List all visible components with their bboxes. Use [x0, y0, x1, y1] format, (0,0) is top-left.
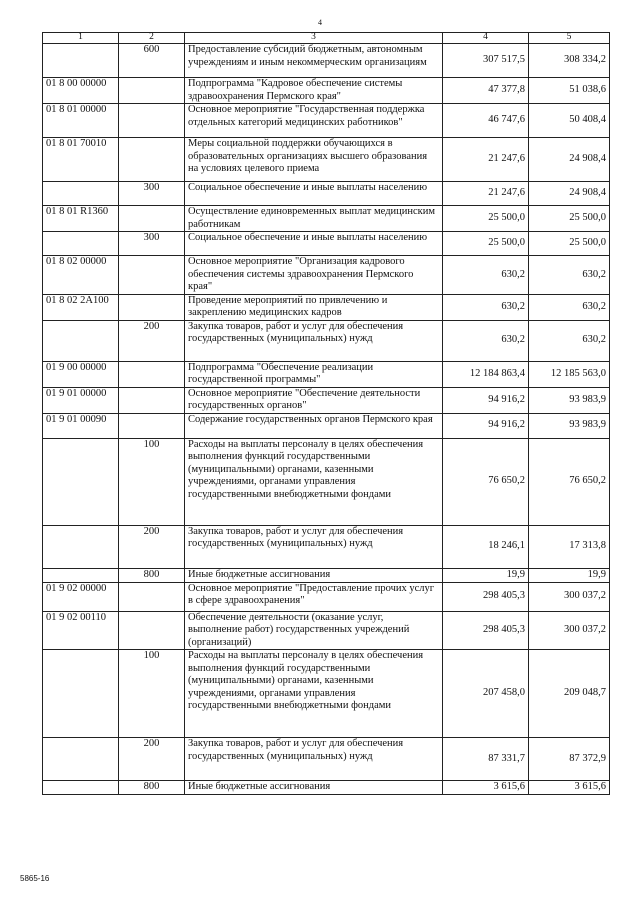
row-code	[43, 182, 119, 206]
table-row	[43, 650, 610, 738]
row-code: 01 9 01 00090	[43, 413, 119, 438]
row-value-2018: 3 615,6	[529, 781, 610, 795]
row-value-2017: 18 246,1	[443, 525, 529, 568]
row-expense-type	[119, 294, 185, 320]
row-expense-type: 800	[119, 781, 185, 795]
row-name: Обеспечение деятельности (оказание услуг, выполнение работ) государственных учреждений (организаций)	[185, 611, 443, 650]
row-expense-type: 200	[119, 320, 185, 361]
col-header-2: 2	[119, 33, 185, 44]
row-expense-type	[119, 206, 185, 232]
row-value-2018: 76 650,2	[529, 438, 610, 525]
row-name: Иные бюджетные ассигнования	[185, 568, 443, 582]
row-value-2018: 93 983,9	[529, 387, 610, 413]
row-name: Осуществление единовременных выплат медицинским работникам	[185, 206, 443, 232]
table-row	[43, 568, 610, 582]
table-row	[43, 361, 610, 387]
row-value-2018: 93 983,9	[529, 413, 610, 438]
row-value-2018: 19,9	[529, 568, 610, 582]
row-expense-type: 300	[119, 232, 185, 256]
table-row	[43, 525, 610, 568]
row-code	[43, 44, 119, 78]
row-expense-type	[119, 138, 185, 182]
table-row	[43, 294, 610, 320]
table-row	[43, 582, 610, 611]
row-expense-type	[119, 361, 185, 387]
col-header-3: 3	[185, 33, 443, 44]
row-value-2017: 3 615,6	[443, 781, 529, 795]
row-value-2018: 630,2	[529, 320, 610, 361]
row-value-2017: 298 405,3	[443, 611, 529, 650]
row-value-2017: 12 184 863,4	[443, 361, 529, 387]
row-value-2018: 630,2	[529, 294, 610, 320]
row-name: Основное мероприятие "Государственная поддержка отдельных категорий медицинских работников"	[185, 104, 443, 138]
row-code	[43, 781, 119, 795]
row-value-2017: 307 517,5	[443, 44, 529, 78]
row-name: Подпрограмма "Обеспечение реализации государственной программы"	[185, 361, 443, 387]
row-expense-type	[119, 78, 185, 104]
row-code: 01 9 00 00000	[43, 361, 119, 387]
table-row	[43, 413, 610, 438]
table-row	[43, 781, 610, 795]
row-name: Проведение мероприятий по привлечению и закреплению медицинских кадров	[185, 294, 443, 320]
row-name: Предоставление субсидий бюджетным, автономным учреждениям и иным некоммерческим организациям	[185, 44, 443, 78]
row-value-2017: 46 747,6	[443, 104, 529, 138]
budget-table	[42, 32, 610, 795]
row-expense-type	[119, 582, 185, 611]
row-name: Закупка товаров, работ и услуг для обеспечения государственных (муниципальных) нужд	[185, 320, 443, 361]
row-code	[43, 320, 119, 361]
row-value-2018: 51 038,6	[529, 78, 610, 104]
table-row	[43, 232, 610, 256]
table-row	[43, 438, 610, 525]
row-name: Основное мероприятие "Обеспечение деятельности государственных органов"	[185, 387, 443, 413]
row-value-2018: 308 334,2	[529, 44, 610, 78]
row-name: Закупка товаров, работ и услуг для обеспечения государственных (муниципальных) нужд	[185, 738, 443, 781]
table-row	[43, 104, 610, 138]
row-code: 01 9 02 00110	[43, 611, 119, 650]
row-value-2018: 50 408,4	[529, 104, 610, 138]
row-expense-type: 200	[119, 738, 185, 781]
row-value-2018: 300 037,2	[529, 611, 610, 650]
row-code: 01 8 02 2A100	[43, 294, 119, 320]
row-expense-type	[119, 611, 185, 650]
row-expense-type	[119, 256, 185, 295]
row-expense-type: 600	[119, 44, 185, 78]
row-value-2018: 87 372,9	[529, 738, 610, 781]
table-row	[43, 256, 610, 295]
row-value-2018: 17 313,8	[529, 525, 610, 568]
row-value-2017: 21 247,6	[443, 138, 529, 182]
row-value-2018: 24 908,4	[529, 182, 610, 206]
row-code: 01 8 02 00000	[43, 256, 119, 295]
row-code: 01 8 01 70010	[43, 138, 119, 182]
row-value-2017: 94 916,2	[443, 413, 529, 438]
table-body	[43, 44, 610, 795]
row-value-2017: 630,2	[443, 320, 529, 361]
col-header-5: 5	[529, 33, 610, 44]
table-row	[43, 206, 610, 232]
row-code: 01 8 01 R1360	[43, 206, 119, 232]
row-value-2018: 12 185 563,0	[529, 361, 610, 387]
row-expense-type: 200	[119, 525, 185, 568]
row-expense-type: 100	[119, 438, 185, 525]
row-value-2017: 25 500,0	[443, 206, 529, 232]
table-row	[43, 44, 610, 78]
row-expense-type: 100	[119, 650, 185, 738]
row-code: 01 8 00 00000	[43, 78, 119, 104]
row-name: Расходы на выплаты персоналу в целях обеспечения выполнения функций государственными (муниципальными) органами, казенными учреждениями, органами управления государственными внебюджетными фондами	[185, 438, 443, 525]
row-expense-type: 300	[119, 182, 185, 206]
row-code	[43, 650, 119, 738]
row-value-2018: 25 500,0	[529, 206, 610, 232]
row-name: Социальное обеспечение и иные выплаты населению	[185, 182, 443, 206]
row-value-2017: 630,2	[443, 256, 529, 295]
row-value-2018: 630,2	[529, 256, 610, 295]
row-code: 01 8 01 00000	[43, 104, 119, 138]
row-name: Социальное обеспечение и иные выплаты населению	[185, 232, 443, 256]
row-value-2018: 24 908,4	[529, 138, 610, 182]
row-expense-type	[119, 387, 185, 413]
row-code: 01 9 01 00000	[43, 387, 119, 413]
row-expense-type	[119, 413, 185, 438]
row-expense-type	[119, 104, 185, 138]
table-row	[43, 182, 610, 206]
row-name: Меры социальной поддержки обучающихся в образовательных организациях высшего образования на условиях целевого приема	[185, 138, 443, 182]
row-name: Иные бюджетные ассигнования	[185, 781, 443, 795]
row-value-2017: 630,2	[443, 294, 529, 320]
row-code	[43, 438, 119, 525]
row-name: Основное мероприятие "Организация кадрового обеспечения системы здравоохранения Пермского края"	[185, 256, 443, 295]
row-value-2018: 209 048,7	[529, 650, 610, 738]
row-name: Подпрограмма "Кадровое обеспечение системы здравоохранения Пермского края"	[185, 78, 443, 104]
table-row	[43, 78, 610, 104]
row-value-2017: 87 331,7	[443, 738, 529, 781]
row-value-2017: 19,9	[443, 568, 529, 582]
row-value-2017: 298 405,3	[443, 582, 529, 611]
row-code	[43, 525, 119, 568]
row-code	[43, 738, 119, 781]
table-row	[43, 138, 610, 182]
row-value-2017: 94 916,2	[443, 387, 529, 413]
table-row	[43, 738, 610, 781]
page-number: 4	[318, 18, 322, 27]
row-value-2017: 47 377,8	[443, 78, 529, 104]
row-value-2018: 300 037,2	[529, 582, 610, 611]
row-code	[43, 232, 119, 256]
col-header-4: 4	[443, 33, 529, 44]
row-value-2017: 207 458,0	[443, 650, 529, 738]
table-row	[43, 320, 610, 361]
row-name: Расходы на выплаты персоналу в целях обеспечения выполнения функций государственными (муниципальными) органами, казенными учреждениями, органами управления государственными внебюджетными фондами	[185, 650, 443, 738]
row-value-2017: 76 650,2	[443, 438, 529, 525]
footer-code: 5865-16	[20, 874, 50, 883]
row-value-2017: 25 500,0	[443, 232, 529, 256]
row-value-2018: 25 500,0	[529, 232, 610, 256]
col-header-1: 1	[43, 33, 119, 44]
row-name: Содержание государственных органов Пермского края	[185, 413, 443, 438]
table-row	[43, 387, 610, 413]
row-expense-type: 800	[119, 568, 185, 582]
row-value-2017: 21 247,6	[443, 182, 529, 206]
header-row	[43, 33, 610, 44]
row-name: Основное мероприятие "Предоставление прочих услуг в сфере здравоохранения"	[185, 582, 443, 611]
row-code: 01 9 02 00000	[43, 582, 119, 611]
row-name: Закупка товаров, работ и услуг для обеспечения государственных (муниципальных) нужд	[185, 525, 443, 568]
table-row	[43, 611, 610, 650]
row-code	[43, 568, 119, 582]
